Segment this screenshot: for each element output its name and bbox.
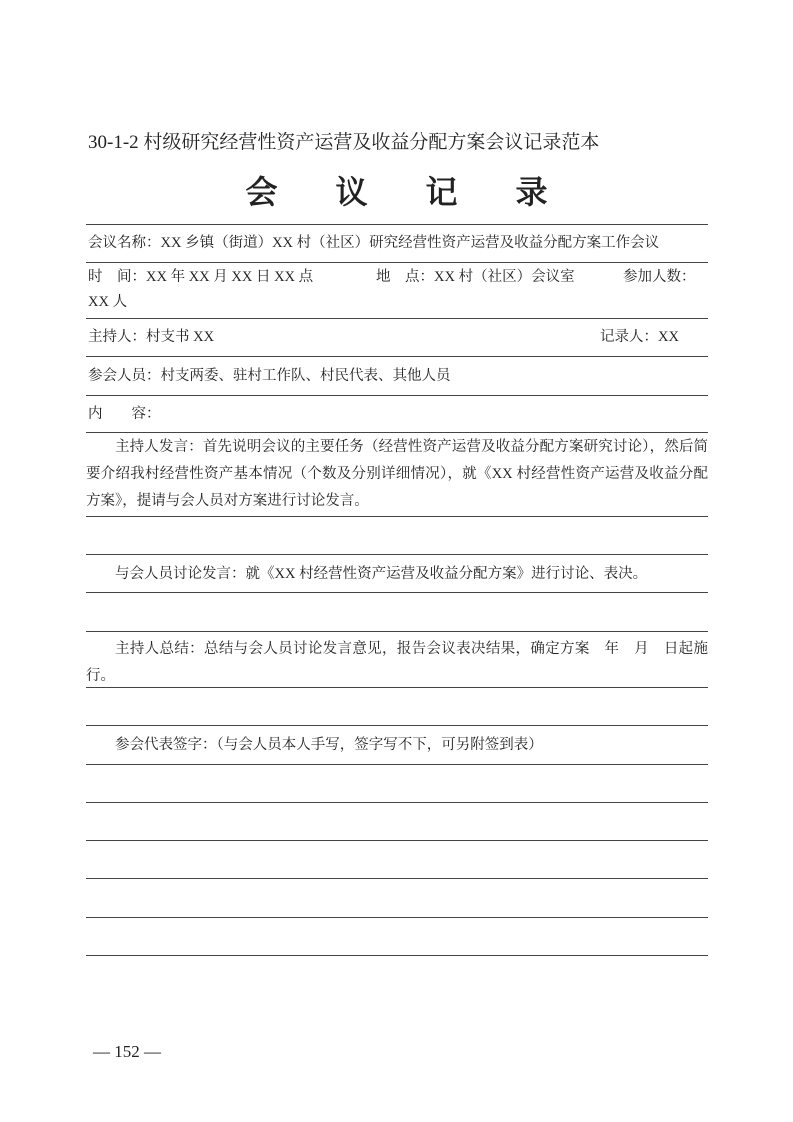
- divider: [86, 395, 708, 396]
- page-number: — 152 —: [93, 1042, 161, 1061]
- divider: [86, 224, 708, 225]
- host-speech: 主持人发言：首先说明会议的主要任务（经营性资产运营及收益分配方案研究讨论），然后简要介绍我村经营性资产基本情况（个数及分别详细情况），就《XX 村经营性资产运营及收益分配方案》，提请与会人员对方案进行讨论发言。: [86, 439, 708, 509]
- divider: [86, 516, 708, 517]
- document-subtitle: 30-1-2 村级研究经营性资产运营及收益分配方案会议记录范本: [88, 132, 600, 153]
- signature-note: 参会代表签字：（与会人员本人手写，签字写不下，可另附签到表）: [115, 737, 543, 753]
- attendees-count-label: 参加人数：: [623, 269, 696, 285]
- divider: [86, 432, 708, 433]
- meeting-place: 地 点：XX 村（社区）会议室: [376, 269, 575, 285]
- content-label: 内 容：: [88, 406, 161, 422]
- attendees-count: XX 人: [88, 294, 128, 310]
- document-title: 会议记录: [245, 173, 606, 211]
- signature-line: [86, 878, 708, 879]
- signature-line: [86, 840, 708, 841]
- divider: [86, 631, 708, 632]
- divider: [86, 592, 708, 593]
- host-summary: 主持人总结：总结与会人员讨论发言意见，报告会议表决结果，确定方案 年 月 日起施行。: [86, 641, 708, 684]
- signature-line: [86, 764, 708, 765]
- divider: [86, 687, 708, 688]
- meeting-time: 时 间：XX 年 XX 月 XX 日 XX 点: [88, 269, 314, 285]
- divider: [86, 725, 708, 726]
- host: 主持人：村支书 XX: [88, 329, 215, 345]
- signature-line: [86, 917, 708, 918]
- meeting-name: 会议名称：XX 乡镇（街道）XX 村（社区）研究经营性资产运营及收益分配方案工作会议: [88, 235, 660, 251]
- signature-line: [86, 802, 708, 803]
- divider: [86, 262, 708, 263]
- divider: [86, 356, 708, 357]
- participants: 参会人员：村支两委、驻村工作队、村民代表、其他人员: [88, 368, 451, 384]
- signature-line: [86, 955, 708, 956]
- divider: [86, 318, 708, 319]
- recorder: 记录人：XX: [600, 329, 679, 345]
- divider: [86, 554, 708, 555]
- discussion: 与会人员讨论发言：就《XX 村经营性资产运营及收益分配方案》进行讨论、表决。: [115, 566, 648, 582]
